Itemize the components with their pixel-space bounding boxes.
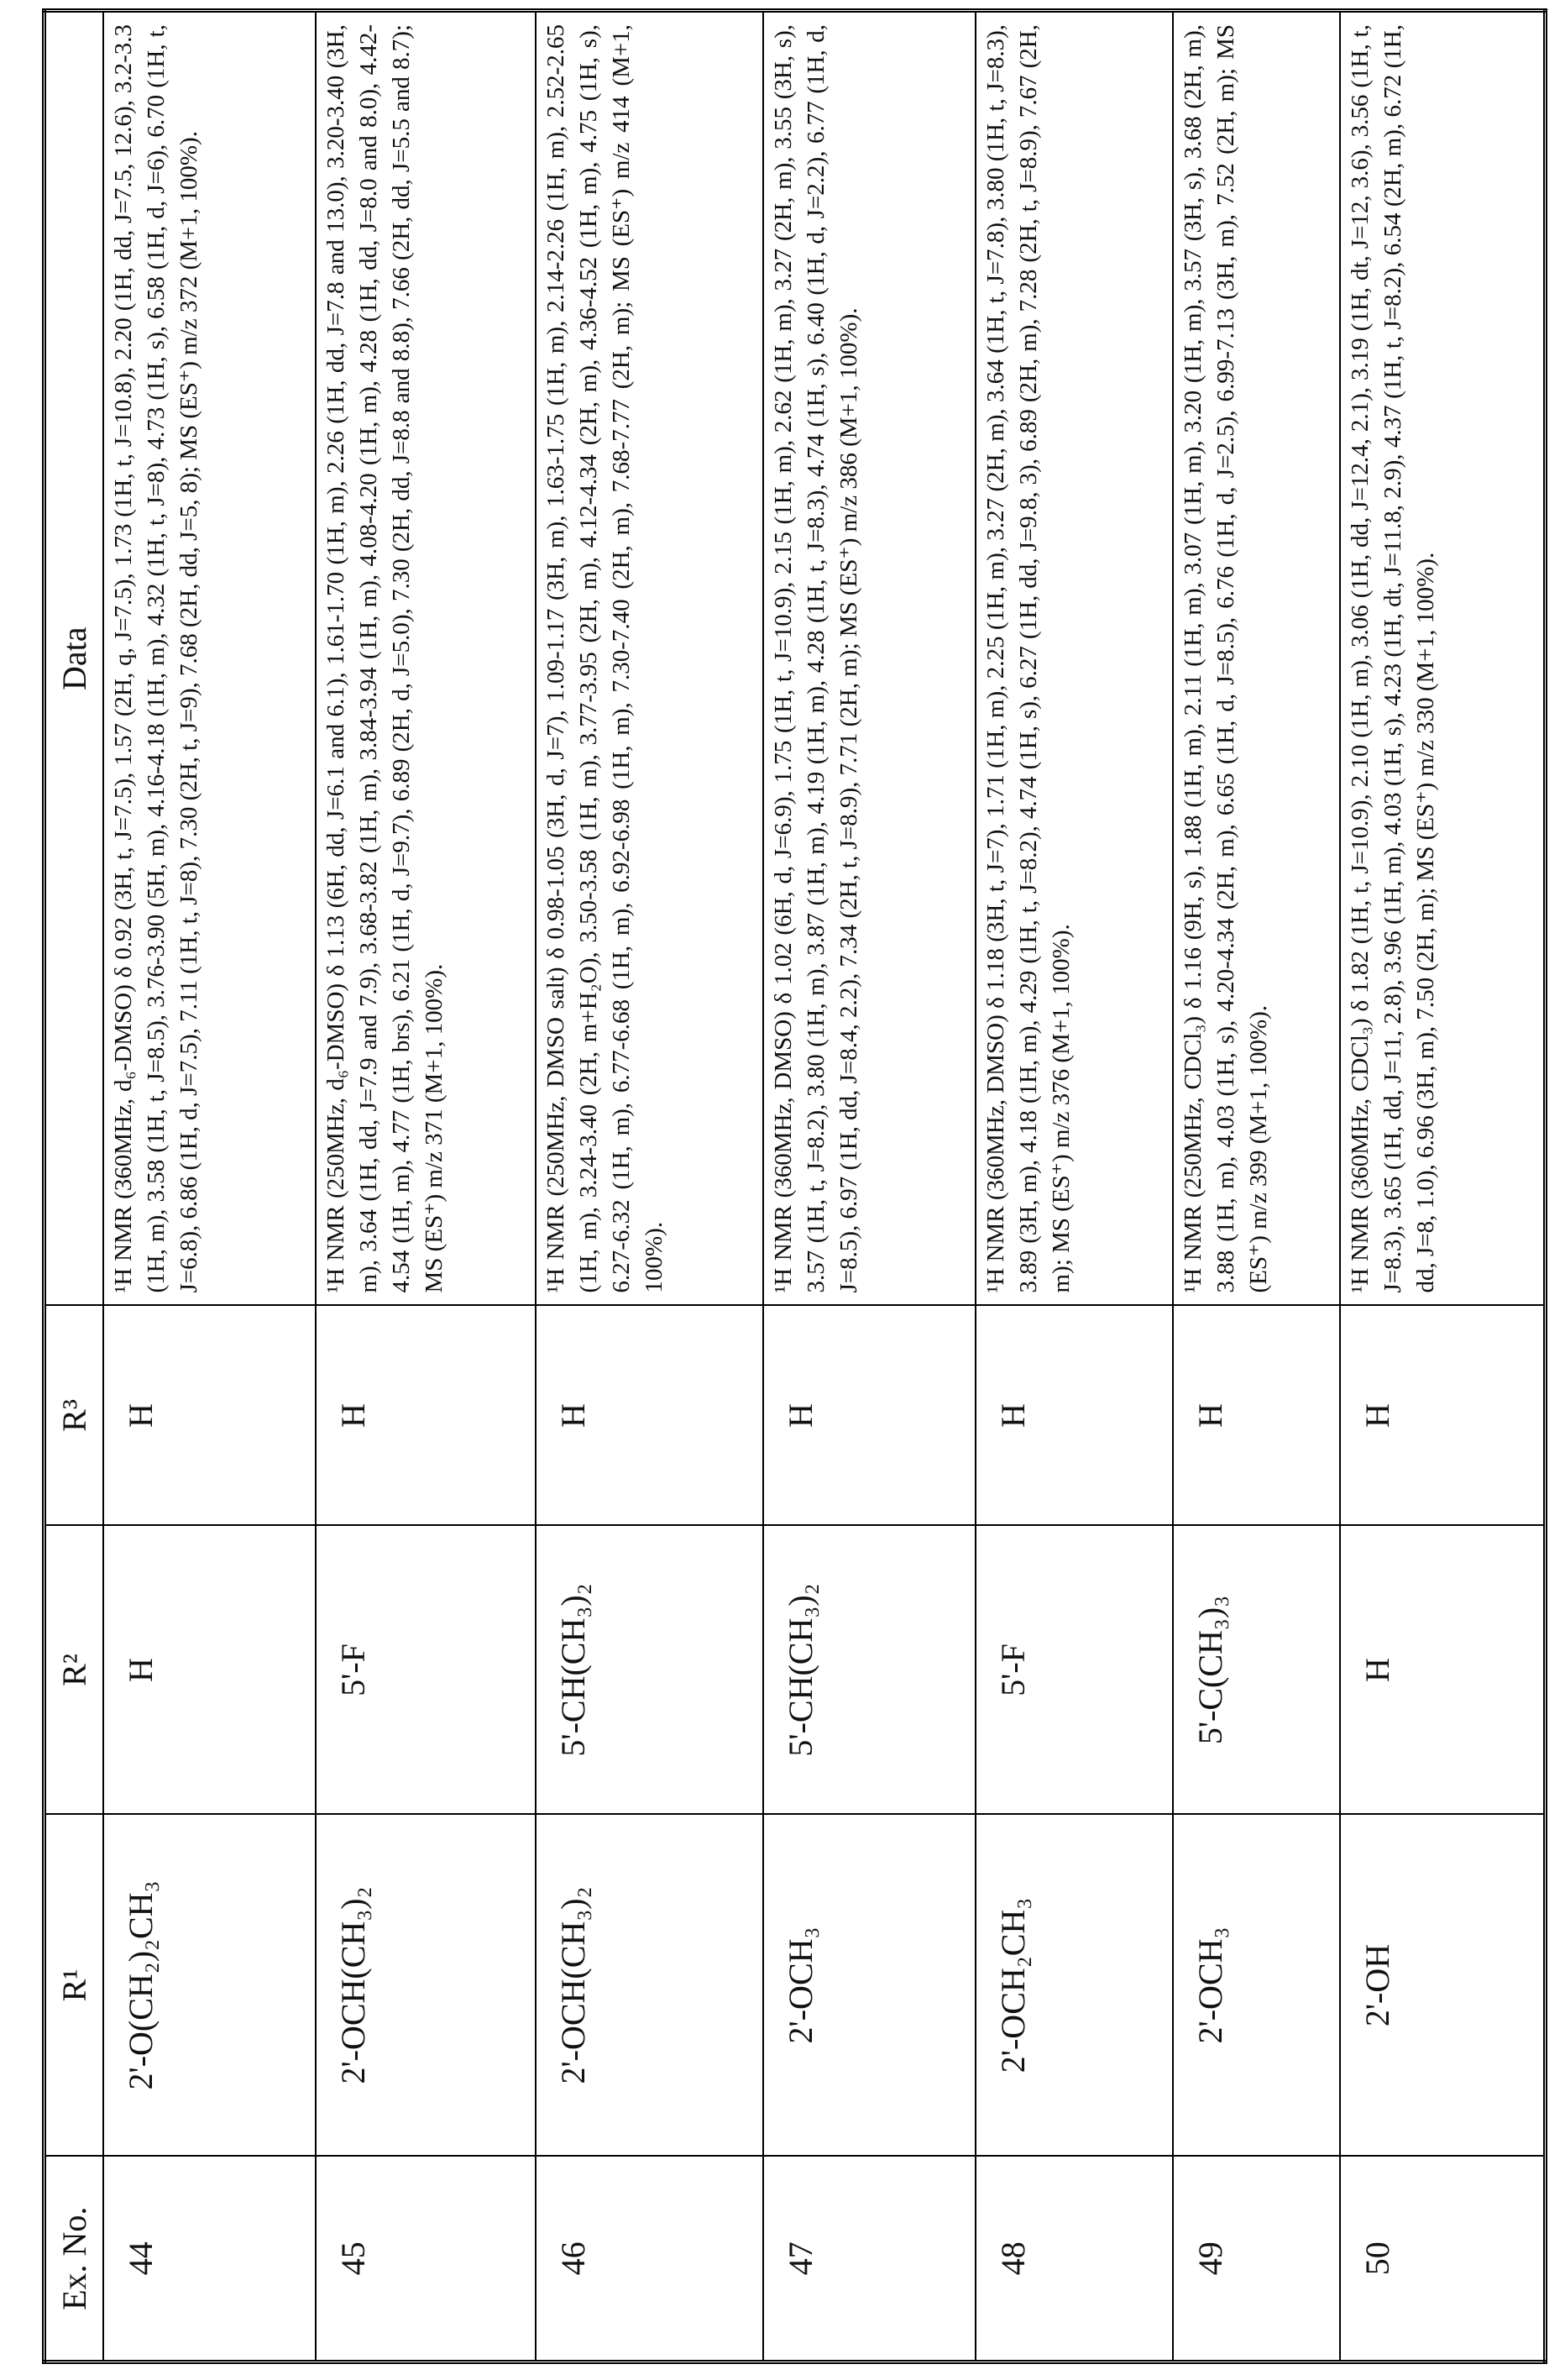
- r1-cell: 2'-OCH₃: [763, 1815, 976, 2157]
- r2-cell: 5'-CH(CH₃)₂: [763, 1526, 976, 1815]
- r3-cell: H: [103, 1306, 316, 1526]
- data-cell: ¹H NMR (250MHz, CDCl₃) δ 1.16 (9H, s), 1.88 (1H, m), 2.11 (1H, m), 3.07 (1H, m), 3.20 (1H, m), 3.57 (3H, s), 3.68 (2H, m), 3.88 (1H, m), 4.03 (1H, s), 4.20-4.34 (2H, m), 6.65 (1H, d, J=8.5), 6.76 (1H, d, J=2.5), 6.99-7.13 (3H, m), 7.52 (2H, m); MS (ES⁺) m/z 399 (M+1, 100%).: [1173, 11, 1340, 1306]
- ex-no-cell: 50: [1340, 2157, 1545, 2362]
- r1-cell: 2'-OCH(CH₃)₂: [316, 1815, 536, 2157]
- r3-cell: H: [763, 1306, 976, 1526]
- data-cell: ¹H NMR (360MHz, CDCl₃) δ 1.82 (1H, t, J=10.9), 2.10 (1H, m), 3.06 (1H, dd, J=12.4, 2.1), 3.19 (1H, dt, J=12, 3.6), 3.56 (1H, t, J=8.3), 3.65 (1H, dd, J=11, 2.8), 3.96 (1H, m), 4.03 (1H, s), 4.23 (1H, dt, J=11.8, 2.9), 4.37 (1H, t, J=8.2), 6.54 (2H, m), 6.72 (1H, dd, J=8, 1.0), 6.96 (3H, m), 7.50 (2H, m); MS (ES⁺) m/z 330 (M+1, 100%).: [1340, 11, 1545, 1306]
- r1-cell: 2'-O(CH₂)₂CH₃: [103, 1815, 316, 2157]
- r2-cell: 5'-CH(CH₃)₂: [536, 1526, 763, 1815]
- r1-cell: 2'-OCH₃: [1173, 1815, 1340, 2157]
- data-cell: ¹H NMR (250MHz, DMSO salt) δ 0.98-1.05 (3H, d, J=7), 1.09-1.17 (3H, m), 1.63-1.75 (1H, m), 2.14-2.26 (1H, m), 2.52-2.65 (1H, m), 3.24-3.40 (2H, m+H₂O), 3.50-3.58 (1H, m), 3.77-3.95 (2H, m), 4.12-4.34 (2H, m), 4.36-4.52 (1H, m), 4.75 (1H, s), 6.27-6.32 (1H, m), 6.77-6.68 (1H, m), 6.92-6.98 (1H, m), 7.30-7.40 (2H, m), 7.68-7.77 (2H, m); MS (ES⁺) m/z 414 (M+1, 100%).: [536, 11, 763, 1306]
- data-cell: ¹H NMR (360MHz, DMSO) δ 1.02 (6H, d, J=6.9), 1.75 (1H, t, J=10.9), 2.15 (1H, m), 2.62 (1H, m), 3.27 (2H, m), 3.55 (3H, s), 3.57 (1H, t, J=8.2), 3.80 (1H, m), 3.87 (1H, m), 4.19 (1H, m), 4.28 (1H, t, J=8.3), 4.74 (1H, s), 6.40 (1H, d, J=2.2), 6.77 (1H, d, J=8.5), 6.97 (1H, dd, J=8.4, 2.2), 7.34 (2H, t, J=8.9), 7.71 (2H, m); MS (ES⁺) m/z 386 (M+1, 100%).: [763, 11, 976, 1306]
- r3-cell: H: [976, 1306, 1173, 1526]
- header-data: Data: [44, 11, 104, 1306]
- r1-cell: 2'-OH: [1340, 1815, 1545, 2157]
- header-r3: R³: [44, 1306, 104, 1526]
- r1-cell: 2'-OCH(CH₃)₂: [536, 1815, 763, 2157]
- ex-no-cell: 45: [316, 2157, 536, 2362]
- r3-cell: H: [316, 1306, 536, 1526]
- header-ex-no: Ex. No.: [44, 2157, 104, 2362]
- ex-no-cell: 48: [976, 2157, 1173, 2362]
- r2-cell: H: [103, 1526, 316, 1815]
- table-row: [976, 11, 1173, 2362]
- r2-cell: 5'-C(CH₃)₃: [1173, 1526, 1340, 1815]
- ex-no-cell: 46: [536, 2157, 763, 2362]
- r3-cell: H: [536, 1306, 763, 1526]
- compound-data-table: [42, 8, 1547, 2364]
- r3-cell: H: [1173, 1306, 1340, 1526]
- table-row: [103, 11, 316, 2362]
- header-r2: R²: [44, 1526, 104, 1815]
- ex-no-cell: 49: [1173, 2157, 1340, 2362]
- table-row: [1173, 11, 1340, 2362]
- table-row: [1340, 11, 1545, 2362]
- rotated-table-wrapper: [42, 13, 1542, 2364]
- table-row: [763, 11, 976, 2362]
- ex-no-cell: 44: [103, 2157, 316, 2362]
- ex-no-cell: 47: [763, 2157, 976, 2362]
- header-row: [44, 11, 104, 2362]
- r2-cell: H: [1340, 1526, 1545, 1815]
- r2-cell: 5'-F: [976, 1526, 1173, 1815]
- table-row: [316, 11, 536, 2362]
- data-cell: ¹H NMR (250MHz, d₆-DMSO) δ 1.13 (6H, dd, J=6.1 and 6.1), 1.61-1.70 (1H, m), 2.26 (1H, dd, J=7.8 and 13.0), 3.20-3.40 (3H, m), 3.64 (1H, dd, J=7.9 and 7.9), 3.68-3.82 (1H, m), 3.84-3.94 (1H, m), 4.08-4.20 (1H, m), 4.28 (1H, dd, J=8.0 and 8.0), 4.42-4.54 (1H, m), 4.77 (1H, brs), 6.21 (1H, d, J=9.7), 6.89 (2H, d, J=5.0), 7.30 (2H, dd, J=8.8 and 8.8), 7.66 (2H, dd, J=5.5 and 8.7); MS (ES⁺) m/z 371 (M+1, 100%).: [316, 11, 536, 1306]
- r2-cell: 5'-F: [316, 1526, 536, 1815]
- r1-cell: 2'-OCH₂CH₃: [976, 1815, 1173, 2157]
- r3-cell: H: [1340, 1306, 1545, 1526]
- data-cell: ¹H NMR (360MHz, d₆-DMSO) δ 0.92 (3H, t, J=7.5), 1.57 (2H, q, J=7.5), 1.73 (1H, t, J=10.8), 2.20 (1H, dd, J=7.5, 12.6), 3.2-3.3 (1H, m), 3.58 (1H, t, J=8.5), 3.76-3.90 (5H, m), 4.16-4.18 (1H, m), 4.32 (1H, t, J=8), 4.73 (1H, s), 6.58 (1H, d, J=6), 6.70 (1H, t, J=6.8), 6.86 (1H, d, J=7.5), 7.11 (1H, t, J=8), 7.30 (2H, t, J=9), 7.68 (2H, dd, J=5, 8); MS (ES⁺) m/z 372 (M+1, 100%).: [103, 11, 316, 1306]
- table-row: [536, 11, 763, 2362]
- header-r1: R¹: [44, 1815, 104, 2157]
- data-cell: ¹H NMR (360MHz, DMSO) δ 1.18 (3H, t, J=7), 1.71 (1H, m), 2.25 (1H, m), 3.27 (2H, m), 3.64 (1H, t, J=7.8), 3.80 (1H, t, J=8.3), 3.89 (3H, m), 4.18 (1H, m), 4.29 (1H, t, J=8.2), 4.74 (1H, s), 6.27 (1H, dd, J=9.8, 3), 6.89 (2H, m), 7.28 (2H, t, J=8.9), 7.67 (2H, m); MS (ES⁺) m/z 376 (M+1, 100%).: [976, 11, 1173, 1306]
